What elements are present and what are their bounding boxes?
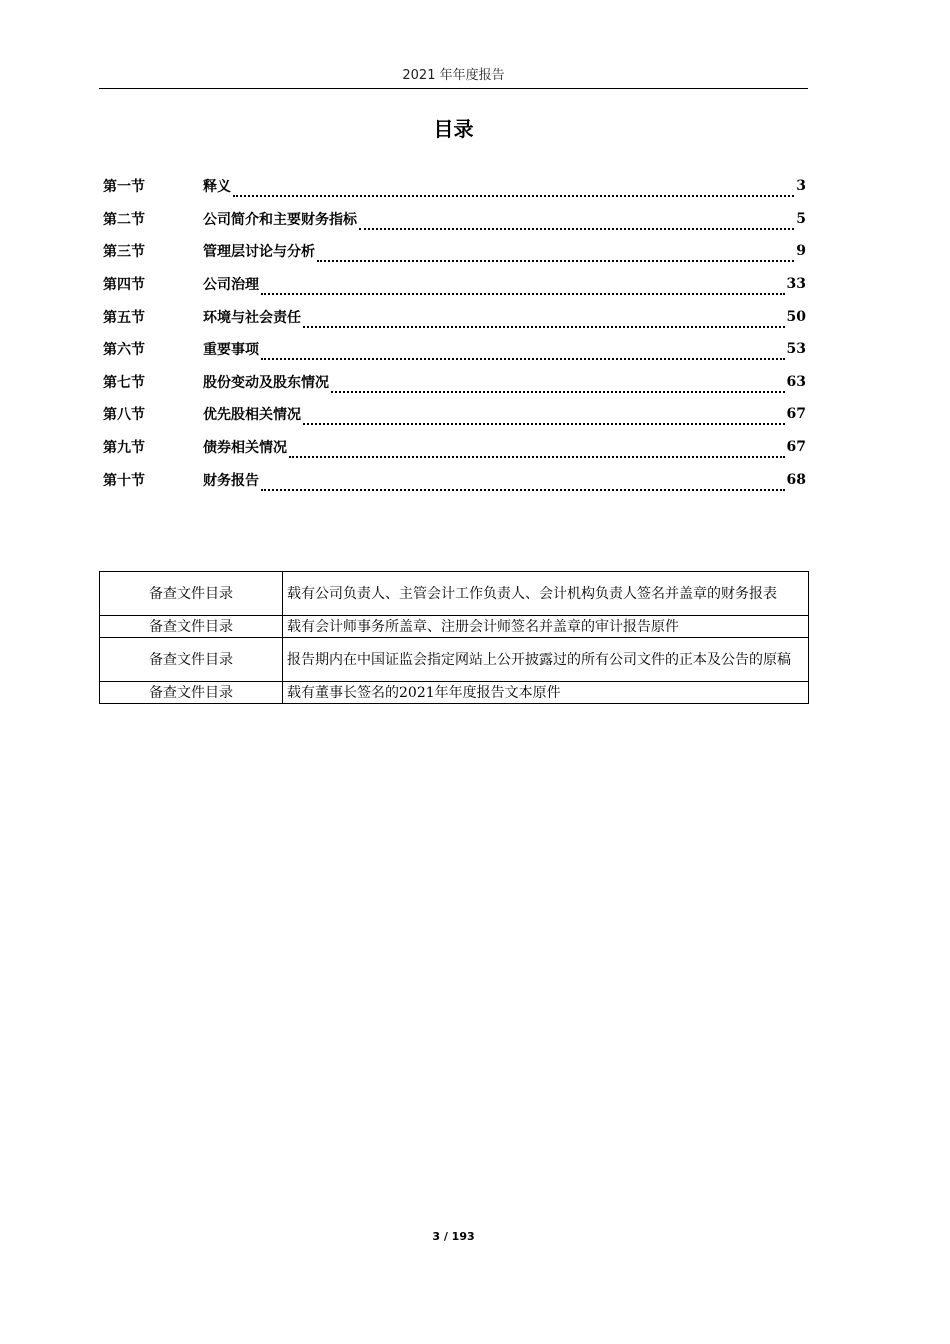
row-content: 载有董事长签名的2021年年度报告文本原件 — [283, 682, 809, 704]
toc-section-number: 第五节 — [103, 309, 145, 326]
toc-leader-dots — [359, 214, 794, 230]
toc-leader-dots — [261, 475, 785, 491]
row-label: 备查文件目录 — [100, 616, 283, 638]
row-content: 载有公司负责人、主管会计工作负责人、会计机构负责人签名并盖章的财务报表 — [283, 572, 809, 616]
toc-section-name: 股份变动及股东情况 — [203, 374, 329, 391]
toc-leader-dots — [289, 442, 785, 458]
row-label: 备查文件目录 — [100, 682, 283, 704]
toc-title: 目录 — [433, 117, 474, 141]
toc-section-number: 第三节 — [103, 244, 145, 261]
toc-section-number: 第一节 — [103, 179, 145, 196]
toc-page-number: 9 — [796, 243, 806, 260]
toc-leader-dots — [331, 377, 785, 393]
toc-leader-dots — [303, 409, 785, 425]
toc-section-name: 优先股相关情况 — [203, 407, 301, 424]
toc-entry-9[interactable] — [103, 431, 806, 464]
toc-entry-2[interactable] — [103, 203, 806, 236]
toc-entry-10[interactable] — [103, 463, 806, 496]
table-of-contents — [103, 170, 806, 496]
toc-leader-dots — [261, 344, 785, 360]
toc-entry-8[interactable] — [103, 398, 806, 431]
row-content: 报告期内在中国证监会指定网站上公开披露过的所有公司文件的正本及公告的原稿 — [283, 638, 809, 682]
table-row — [100, 638, 809, 682]
toc-page-number: 5 — [796, 210, 806, 227]
toc-entry-5[interactable] — [103, 300, 806, 333]
toc-page-number: 67 — [786, 439, 806, 456]
header-rule — [99, 88, 808, 89]
toc-entry-1[interactable] — [103, 170, 806, 203]
toc-section-number: 第四节 — [103, 277, 145, 294]
toc-section-name: 公司治理 — [203, 277, 259, 294]
toc-section-number: 第十节 — [103, 472, 145, 489]
toc-leader-dots — [261, 279, 785, 295]
toc-section-number: 第二节 — [103, 211, 145, 228]
toc-section-name: 环境与社会责任 — [203, 309, 301, 326]
toc-section-number: 第八节 — [103, 407, 145, 424]
toc-page-number: 53 — [786, 341, 806, 358]
toc-entry-3[interactable] — [103, 235, 806, 268]
toc-section-name: 公司简介和主要财务指标 — [203, 211, 357, 228]
toc-section-name: 释义 — [203, 179, 231, 196]
page-header: 2021 年年度报告 — [402, 68, 505, 83]
table-row — [100, 572, 809, 616]
table-row — [100, 682, 809, 704]
toc-section-number: 第六节 — [103, 342, 145, 359]
toc-page-number: 33 — [786, 276, 806, 293]
toc-page-number: 68 — [786, 471, 806, 488]
toc-section-name: 重要事项 — [203, 342, 259, 359]
reference-documents-table — [99, 571, 809, 704]
row-label: 备查文件目录 — [100, 638, 283, 682]
toc-page-number: 50 — [786, 308, 806, 325]
toc-entry-4[interactable] — [103, 268, 806, 301]
toc-section-number: 第九节 — [103, 440, 145, 457]
toc-entry-6[interactable] — [103, 333, 806, 366]
toc-leader-dots — [233, 181, 794, 197]
row-label: 备查文件目录 — [100, 572, 283, 616]
toc-entry-7[interactable] — [103, 366, 806, 399]
toc-section-name: 财务报告 — [203, 472, 259, 489]
toc-leader-dots — [317, 246, 794, 262]
toc-section-name: 债券相关情况 — [203, 440, 287, 457]
toc-section-name: 管理层讨论与分析 — [203, 244, 315, 261]
toc-leader-dots — [303, 312, 785, 328]
toc-section-number: 第七节 — [103, 374, 145, 391]
row-content: 载有会计师事务所盖章、注册会计师签名并盖章的审计报告原件 — [283, 616, 809, 638]
toc-page-number: 63 — [786, 373, 806, 390]
toc-page-number: 67 — [786, 406, 806, 423]
table-row — [100, 616, 809, 638]
toc-page-number: 3 — [796, 178, 806, 195]
page-number-footer: 3 / 193 — [432, 1230, 475, 1243]
